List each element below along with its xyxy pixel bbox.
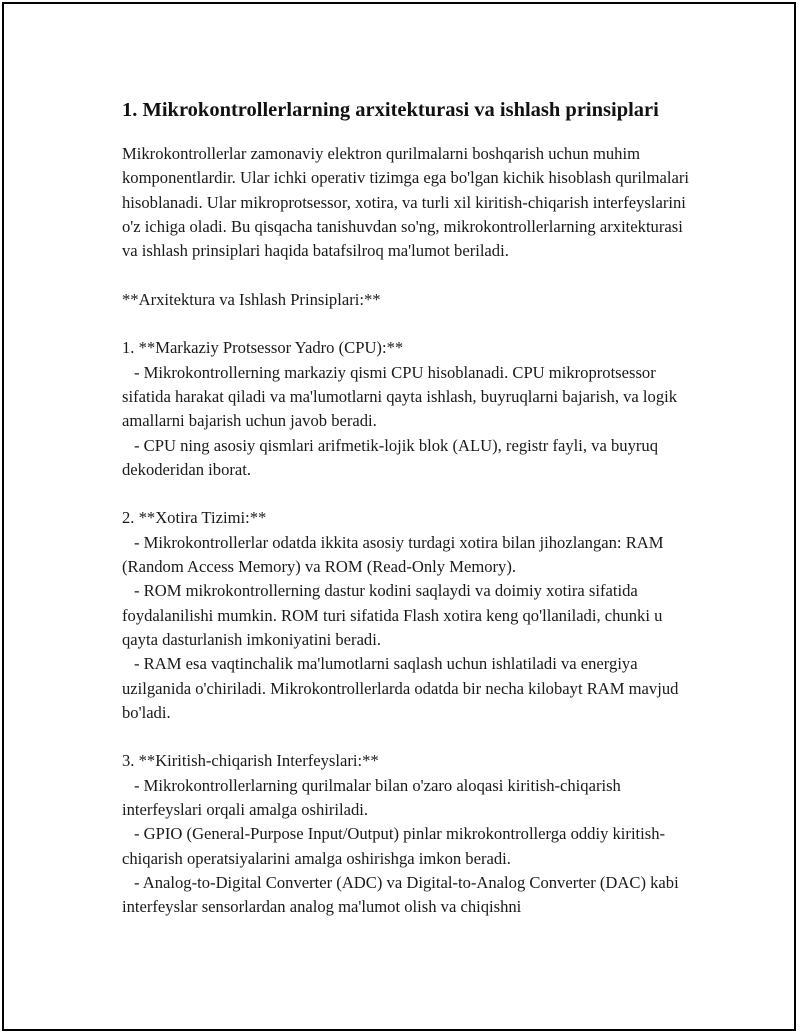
list-item: - RAM esa vaqtinchalik ma'lumotlarni saqlash uchun ishlatiladi va energiya uzilganida o'chiriladi. Mikrokontrollerlarda odatda bir necha kilobayt RAM mavjud bo'ladi.	[122, 654, 679, 722]
section-heading: 1. **Markaziy Protsessor Yadro (CPU):**	[122, 338, 404, 358]
list-item: - Mikrokontrollerlar odatda ikkita asosiy turdagi xotira bilan jihozlangan: RAM (Random Access Memory) va ROM (Read-Only Memory).	[122, 532, 664, 577]
subheading: **Arxitektura va Ishlash Prinsiplari:**	[122, 289, 381, 309]
section-io	[122, 749, 702, 919]
list-item: - CPU ning asosiy qismlari arifmetik-lojik blok (ALU), registr fayli, va buyruq dekoderidan iborat.	[122, 435, 658, 479]
page-frame	[2, 2, 796, 1031]
section-memory	[122, 506, 702, 725]
section-heading: 2. **Xotira Tizimi:**	[122, 508, 267, 528]
list-item: - ROM mikrokontrollerning dastur kodini saqlaydi va doimiy xotira sifatida foydalanilishi mumkin. ROM turi sifatida Flash xotira keng qo'llaniladi, chunki u qayta dasturlanish imkoniyatini beradi.	[122, 581, 663, 649]
list-item: - Mikrokontrollerlarning qurilmalar bilan o'zaro aloqasi kiritish-chiqarish interfeyslari orqali amalga oshiriladi.	[122, 775, 621, 820]
section-cpu	[122, 336, 702, 482]
section-heading: 3. **Kiritish-chiqarish Interfeyslari:**	[122, 751, 379, 771]
list-item: - Analog-to-Digital Converter (ADC) va Digital-to-Analog Converter (DAC) kabi interfeyslar sensorlardan analog ma'lumot olish va chiqishni	[122, 872, 679, 917]
document-title: 1. Mikrokontrollerlarning arxitekturasi va ishlash prinsiplari	[122, 99, 659, 121]
intro-paragraph: Mikrokontrollerlar zamonaviy elektron qurilmalarni boshqarish uchun muhim komponentlardir. Ular ichki operativ tizimga ega bo'lgan kichik hisoblash qurilmalari hisoblanadi. Ular mikroprotsessor, xotira, va turli xil kiritish-chiqarish interfeyslarini o'z ichiga oladi. Bu qisqacha tanishuvdan so'ng, mikrokontrollerlarning arxitekturasi va ishlash prinsiplari haqida batafsilroq ma'lumot beriladi.	[122, 144, 690, 261]
document-body	[122, 97, 702, 944]
list-item: - GPIO (General-Purpose Input/Output) pinlar mikrokontrollerga oddiy kiritish-chiqarish operatsiyalarini amalga oshirishga imkon beradi.	[122, 824, 666, 868]
list-item: - Mikrokontrollerning markaziy qismi CPU hisoblanadi. CPU mikroprotsessor sifatida harakat qiladi va ma'lumotlarni qayta ishlash, buyruqlarni bajarish, va logik amallarni bajarish uchun javob beradi.	[122, 362, 678, 431]
